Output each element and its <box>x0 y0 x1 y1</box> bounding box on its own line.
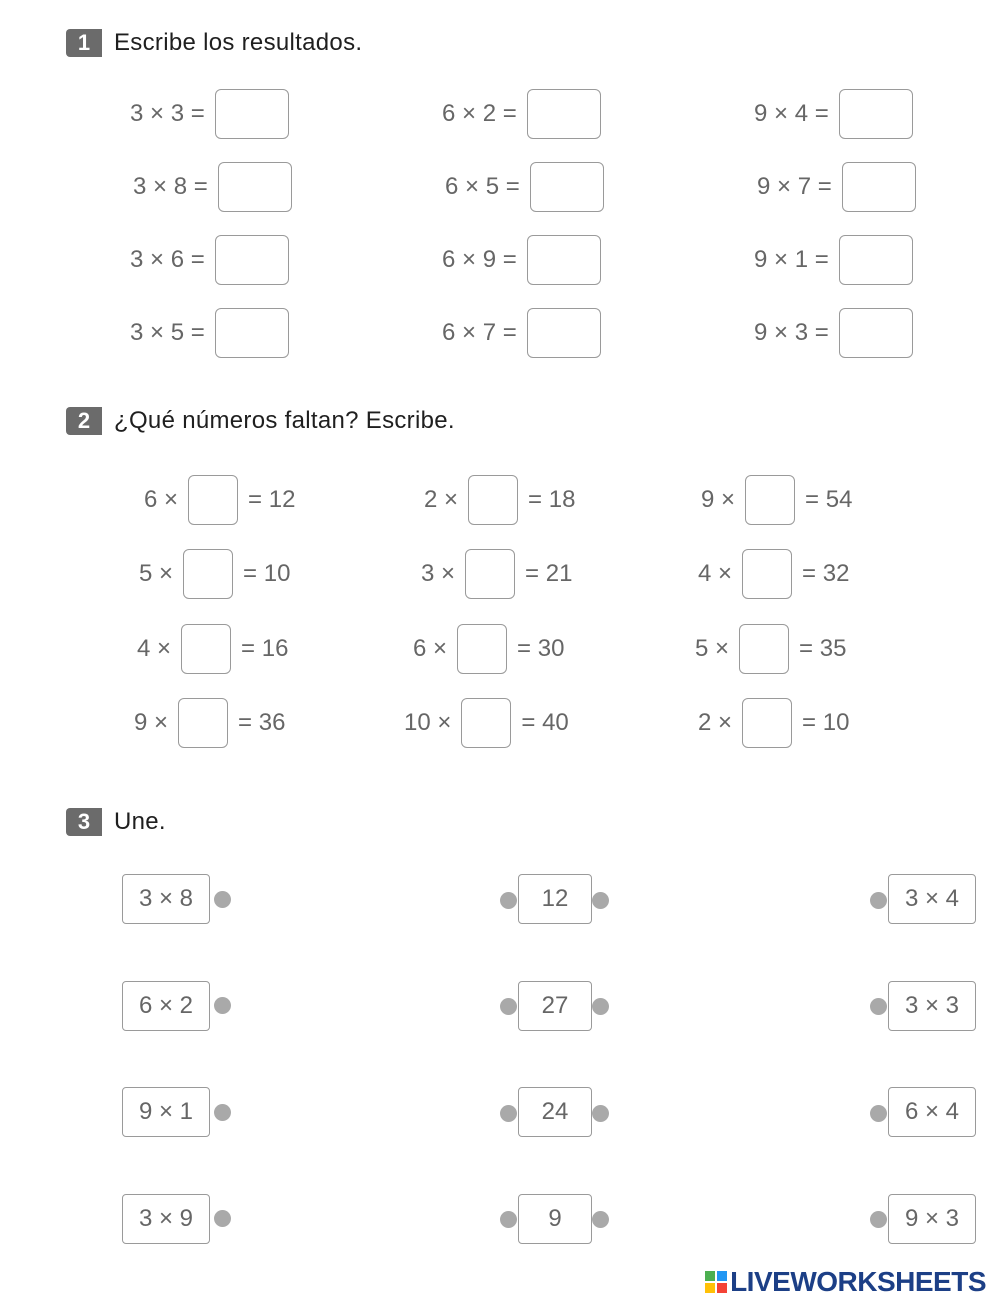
equation: 6 × 2 = <box>442 89 601 139</box>
section-title: Escribe los resultados. <box>114 29 363 56</box>
answer-box[interactable] <box>839 308 913 358</box>
logo-grid-icon <box>705 1271 727 1293</box>
connector-dot[interactable] <box>500 892 517 909</box>
answer-box[interactable] <box>215 235 289 285</box>
answer-box[interactable] <box>218 162 292 212</box>
equation: 6 × 7 = <box>442 308 601 358</box>
connector-dot[interactable] <box>500 998 517 1015</box>
match-left-card: 3 × 8 <box>122 874 210 924</box>
answer-box[interactable] <box>839 235 913 285</box>
section-title: ¿Qué números faltan? Escribe. <box>114 407 455 434</box>
section2-heading <box>66 407 455 435</box>
missing-number-box[interactable] <box>745 475 795 525</box>
match-left-card: 6 × 2 <box>122 981 210 1031</box>
match-middle-card: 24 <box>518 1087 592 1137</box>
answer-box[interactable] <box>215 89 289 139</box>
missing-factor-equation: 2 × = 10 <box>698 698 849 748</box>
missing-factor-equation: 4 × = 32 <box>698 549 849 599</box>
missing-number-box[interactable] <box>178 698 228 748</box>
answer-box[interactable] <box>839 89 913 139</box>
missing-number-box[interactable] <box>742 698 792 748</box>
missing-number-box[interactable] <box>465 549 515 599</box>
equation: 9 × 3 = <box>754 308 913 358</box>
connector-dot[interactable] <box>214 1210 231 1227</box>
missing-factor-equation: 6 × = 30 <box>413 624 564 674</box>
section-number-badge: 3 <box>66 808 102 836</box>
missing-factor-equation: 9 × = 36 <box>134 698 285 748</box>
match-middle-card: 9 <box>518 1194 592 1244</box>
equation: 3 × 6 = <box>130 235 289 285</box>
section-number-badge: 1 <box>66 29 102 57</box>
missing-factor-equation: 10 × = 40 <box>404 698 569 748</box>
equation: 6 × 5 = <box>445 162 604 212</box>
equation: 9 × 1 = <box>754 235 913 285</box>
answer-box[interactable] <box>215 308 289 358</box>
missing-factor-equation: 5 × = 35 <box>695 624 846 674</box>
missing-number-box[interactable] <box>188 475 238 525</box>
match-right-card: 6 × 4 <box>888 1087 976 1137</box>
missing-number-box[interactable] <box>739 624 789 674</box>
match-right-card: 9 × 3 <box>888 1194 976 1244</box>
connector-dot[interactable] <box>214 997 231 1014</box>
connector-dot[interactable] <box>500 1211 517 1228</box>
connector-dot[interactable] <box>214 891 231 908</box>
section-number-badge: 2 <box>66 407 102 435</box>
match-left-card: 9 × 1 <box>122 1087 210 1137</box>
missing-factor-equation: 9 × = 54 <box>701 475 852 525</box>
connector-dot[interactable] <box>870 1211 887 1228</box>
connector-dot[interactable] <box>592 1211 609 1228</box>
connector-dot[interactable] <box>870 1105 887 1122</box>
connector-dot[interactable] <box>592 892 609 909</box>
connector-dot[interactable] <box>870 998 887 1015</box>
match-right-card: 3 × 4 <box>888 874 976 924</box>
missing-factor-equation: 2 × = 18 <box>424 475 575 525</box>
missing-number-box[interactable] <box>181 624 231 674</box>
missing-number-box[interactable] <box>183 549 233 599</box>
section3-heading <box>66 808 166 836</box>
missing-number-box[interactable] <box>742 549 792 599</box>
equation: 3 × 8 = <box>133 162 292 212</box>
equation: 3 × 5 = <box>130 308 289 358</box>
equation: 9 × 4 = <box>754 89 913 139</box>
answer-box[interactable] <box>842 162 916 212</box>
connector-dot[interactable] <box>592 1105 609 1122</box>
answer-box[interactable] <box>530 162 604 212</box>
missing-number-box[interactable] <box>457 624 507 674</box>
equation: 6 × 9 = <box>442 235 601 285</box>
answer-box[interactable] <box>527 308 601 358</box>
missing-factor-equation: 4 × = 16 <box>137 624 288 674</box>
section1-heading <box>66 29 362 57</box>
connector-dot[interactable] <box>592 998 609 1015</box>
connector-dot[interactable] <box>870 892 887 909</box>
match-middle-card: 27 <box>518 981 592 1031</box>
logo-text: LIVEWORKSHEETS <box>730 1266 986 1297</box>
liveworksheets-logo <box>705 1266 986 1298</box>
missing-factor-equation: 3 × = 21 <box>421 549 572 599</box>
missing-number-box[interactable] <box>461 698 511 748</box>
section-title: Une. <box>114 808 166 835</box>
equation: 9 × 7 = <box>757 162 916 212</box>
match-left-card: 3 × 9 <box>122 1194 210 1244</box>
match-right-card: 3 × 3 <box>888 981 976 1031</box>
missing-factor-equation: 6 × = 12 <box>144 475 295 525</box>
missing-factor-equation: 5 × = 10 <box>139 549 290 599</box>
connector-dot[interactable] <box>214 1104 231 1121</box>
equation: 3 × 3 = <box>130 89 289 139</box>
connector-dot[interactable] <box>500 1105 517 1122</box>
missing-number-box[interactable] <box>468 475 518 525</box>
answer-box[interactable] <box>527 89 601 139</box>
answer-box[interactable] <box>527 235 601 285</box>
match-middle-card: 12 <box>518 874 592 924</box>
